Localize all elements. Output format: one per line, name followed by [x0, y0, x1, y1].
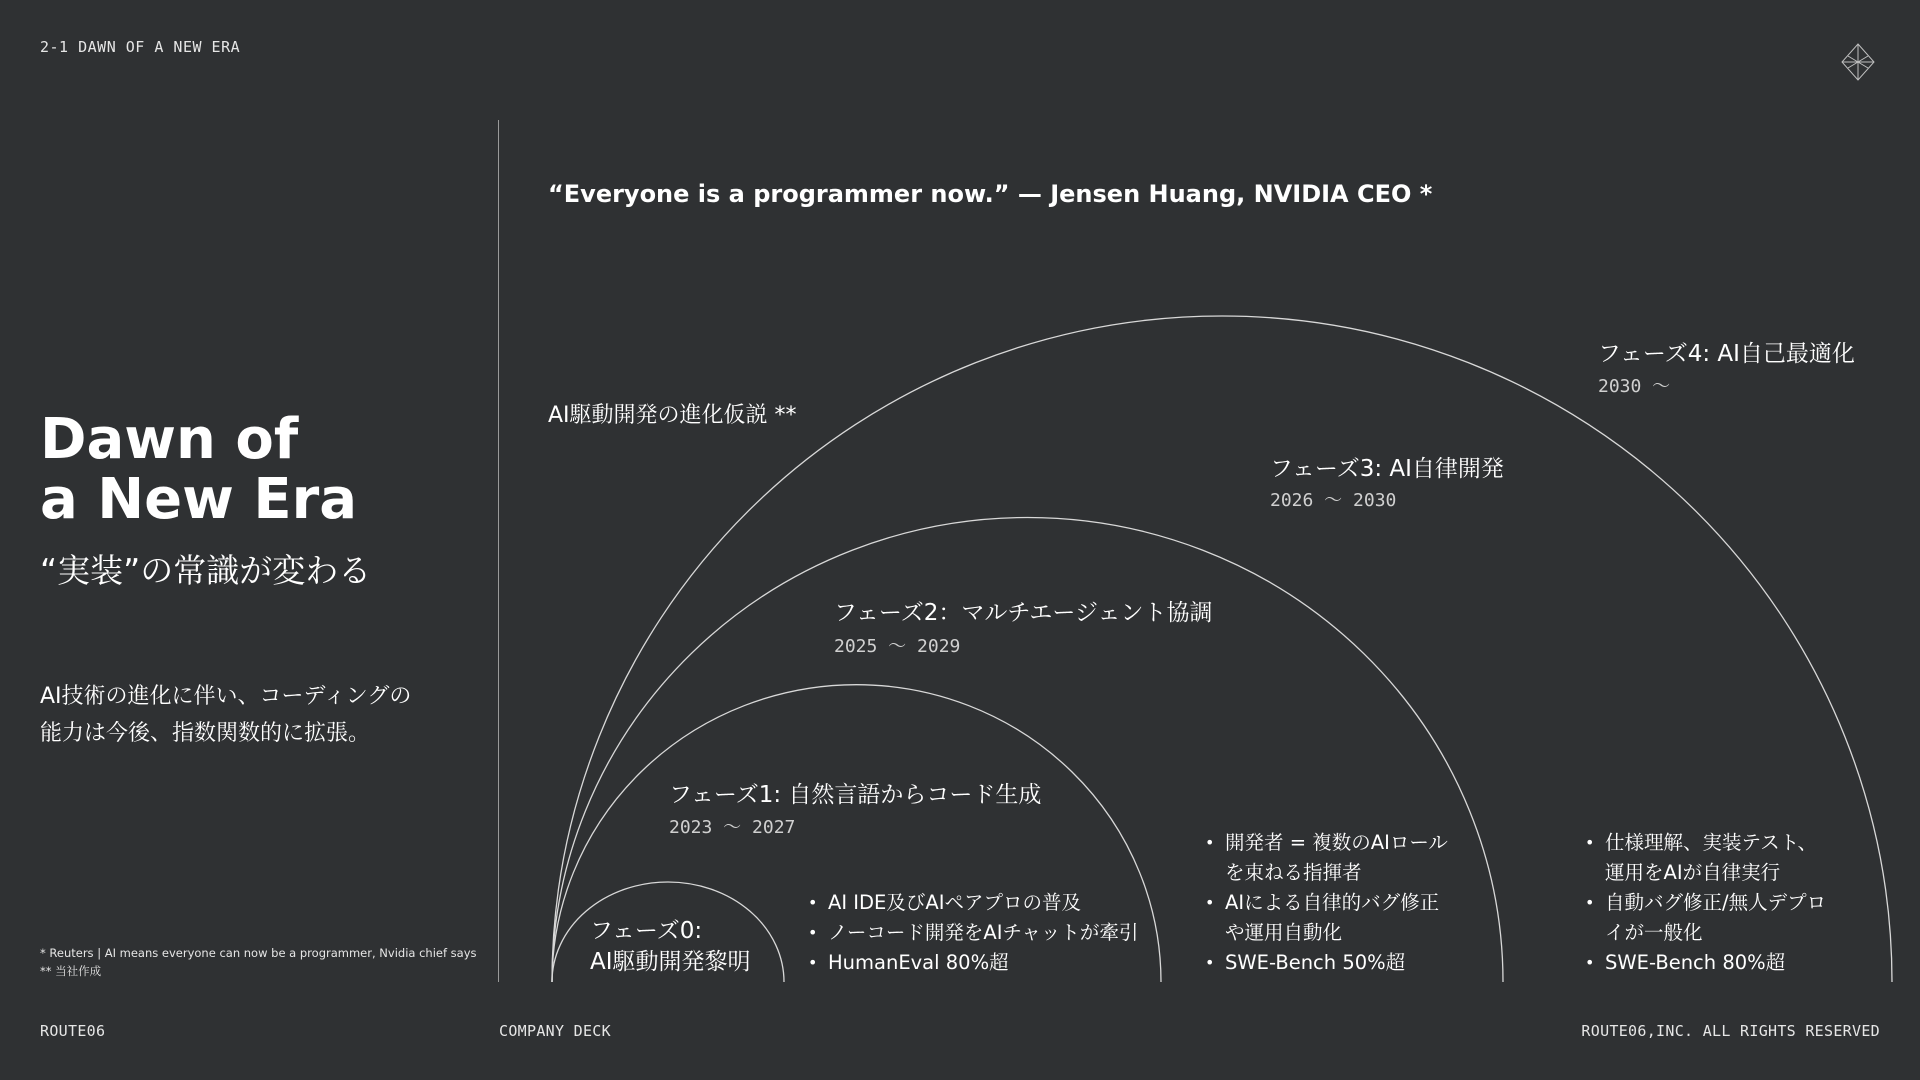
list-item: • 自動バグ修正/無人デプロ: [1585, 888, 1826, 918]
list-item: • 仕様理解、実装テスト、: [1585, 828, 1826, 858]
list-item: • ノーコード開発をAIチャットが牽引: [808, 918, 1138, 948]
phase-0-name: [590, 916, 751, 978]
footer-right: ROUTE06,INC. ALL RIGHTS RESERVED: [1581, 1022, 1880, 1040]
list-item-continuation: [1585, 918, 1826, 948]
page-subtitle: “実装”の常識が変わる: [40, 551, 372, 590]
list-item: • 開発者 = 複数のAIロール: [1205, 828, 1448, 858]
phase-4-years: 2030 ～: [1598, 376, 1671, 397]
list-item-continuation: [1205, 858, 1448, 888]
page-title-line2: a New Era: [40, 467, 358, 532]
continuation-text: 運用をAIが自律実行: [1605, 861, 1781, 884]
list-item-continuation: [1585, 858, 1826, 888]
list-item: • SWE-Bench 50%超: [1205, 948, 1448, 978]
footnote-2: ** 当社作成: [40, 964, 102, 978]
phase-1-name: フェーズ1: 自然言語からコード生成: [669, 782, 1042, 808]
phase-4-bullets: [1585, 828, 1826, 978]
phase-1-bullets: [808, 888, 1138, 978]
section-label: 2-1 DAWN OF A NEW ERA: [40, 38, 241, 56]
page-title-line1: Dawn of: [40, 407, 299, 472]
description-line2: 能力は今後、指数関数的に拡張。: [40, 721, 371, 746]
phase-2-name: フェーズ2：マルチエージェント協調: [834, 600, 1213, 626]
list-item: • AIによる自律的バグ修正: [1205, 888, 1448, 918]
footnote-1: * Reuters | AI means everyone can now be a programmer, Nvidia chief says: [40, 946, 477, 960]
phase-3-bullets: [1205, 828, 1448, 978]
continuation-text: を束ねる指揮者: [1225, 861, 1362, 884]
phase-0-name-line2: AI駆動開発黎明: [590, 949, 751, 975]
phase-0-name-line1: フェーズ0:: [590, 918, 703, 944]
list-item: • AI IDE及びAIペアプロの普及: [808, 888, 1138, 918]
footer-center: COMPANY DECK: [499, 1022, 611, 1040]
list-item: • HumanEval 80%超: [808, 948, 1138, 978]
phase-1-years: 2023 ～ 2027: [669, 817, 796, 838]
continuation-text: イが一般化: [1605, 921, 1703, 944]
phase-2-years: 2025 ～ 2029: [834, 636, 961, 657]
list-item: • SWE-Bench 80%超: [1585, 948, 1826, 978]
quote: “Everyone is a programmer now.” — Jensen Huang, NVIDIA CEO *: [548, 180, 1433, 208]
phase-3-name: フェーズ3: AI自律開発: [1270, 456, 1504, 482]
description-line1: AI技術の進化に伴い、コーディングの: [40, 684, 412, 709]
footer-left: ROUTE06: [40, 1022, 106, 1040]
continuation-text: や運用自動化: [1225, 921, 1343, 944]
phase-4-name: フェーズ4: AI自己最適化: [1598, 341, 1855, 367]
phase-3-years: 2026 ～ 2030: [1270, 490, 1397, 511]
hypothesis-label: AI駆動開発の進化仮説 **: [548, 403, 797, 428]
list-item-continuation: [1205, 918, 1448, 948]
